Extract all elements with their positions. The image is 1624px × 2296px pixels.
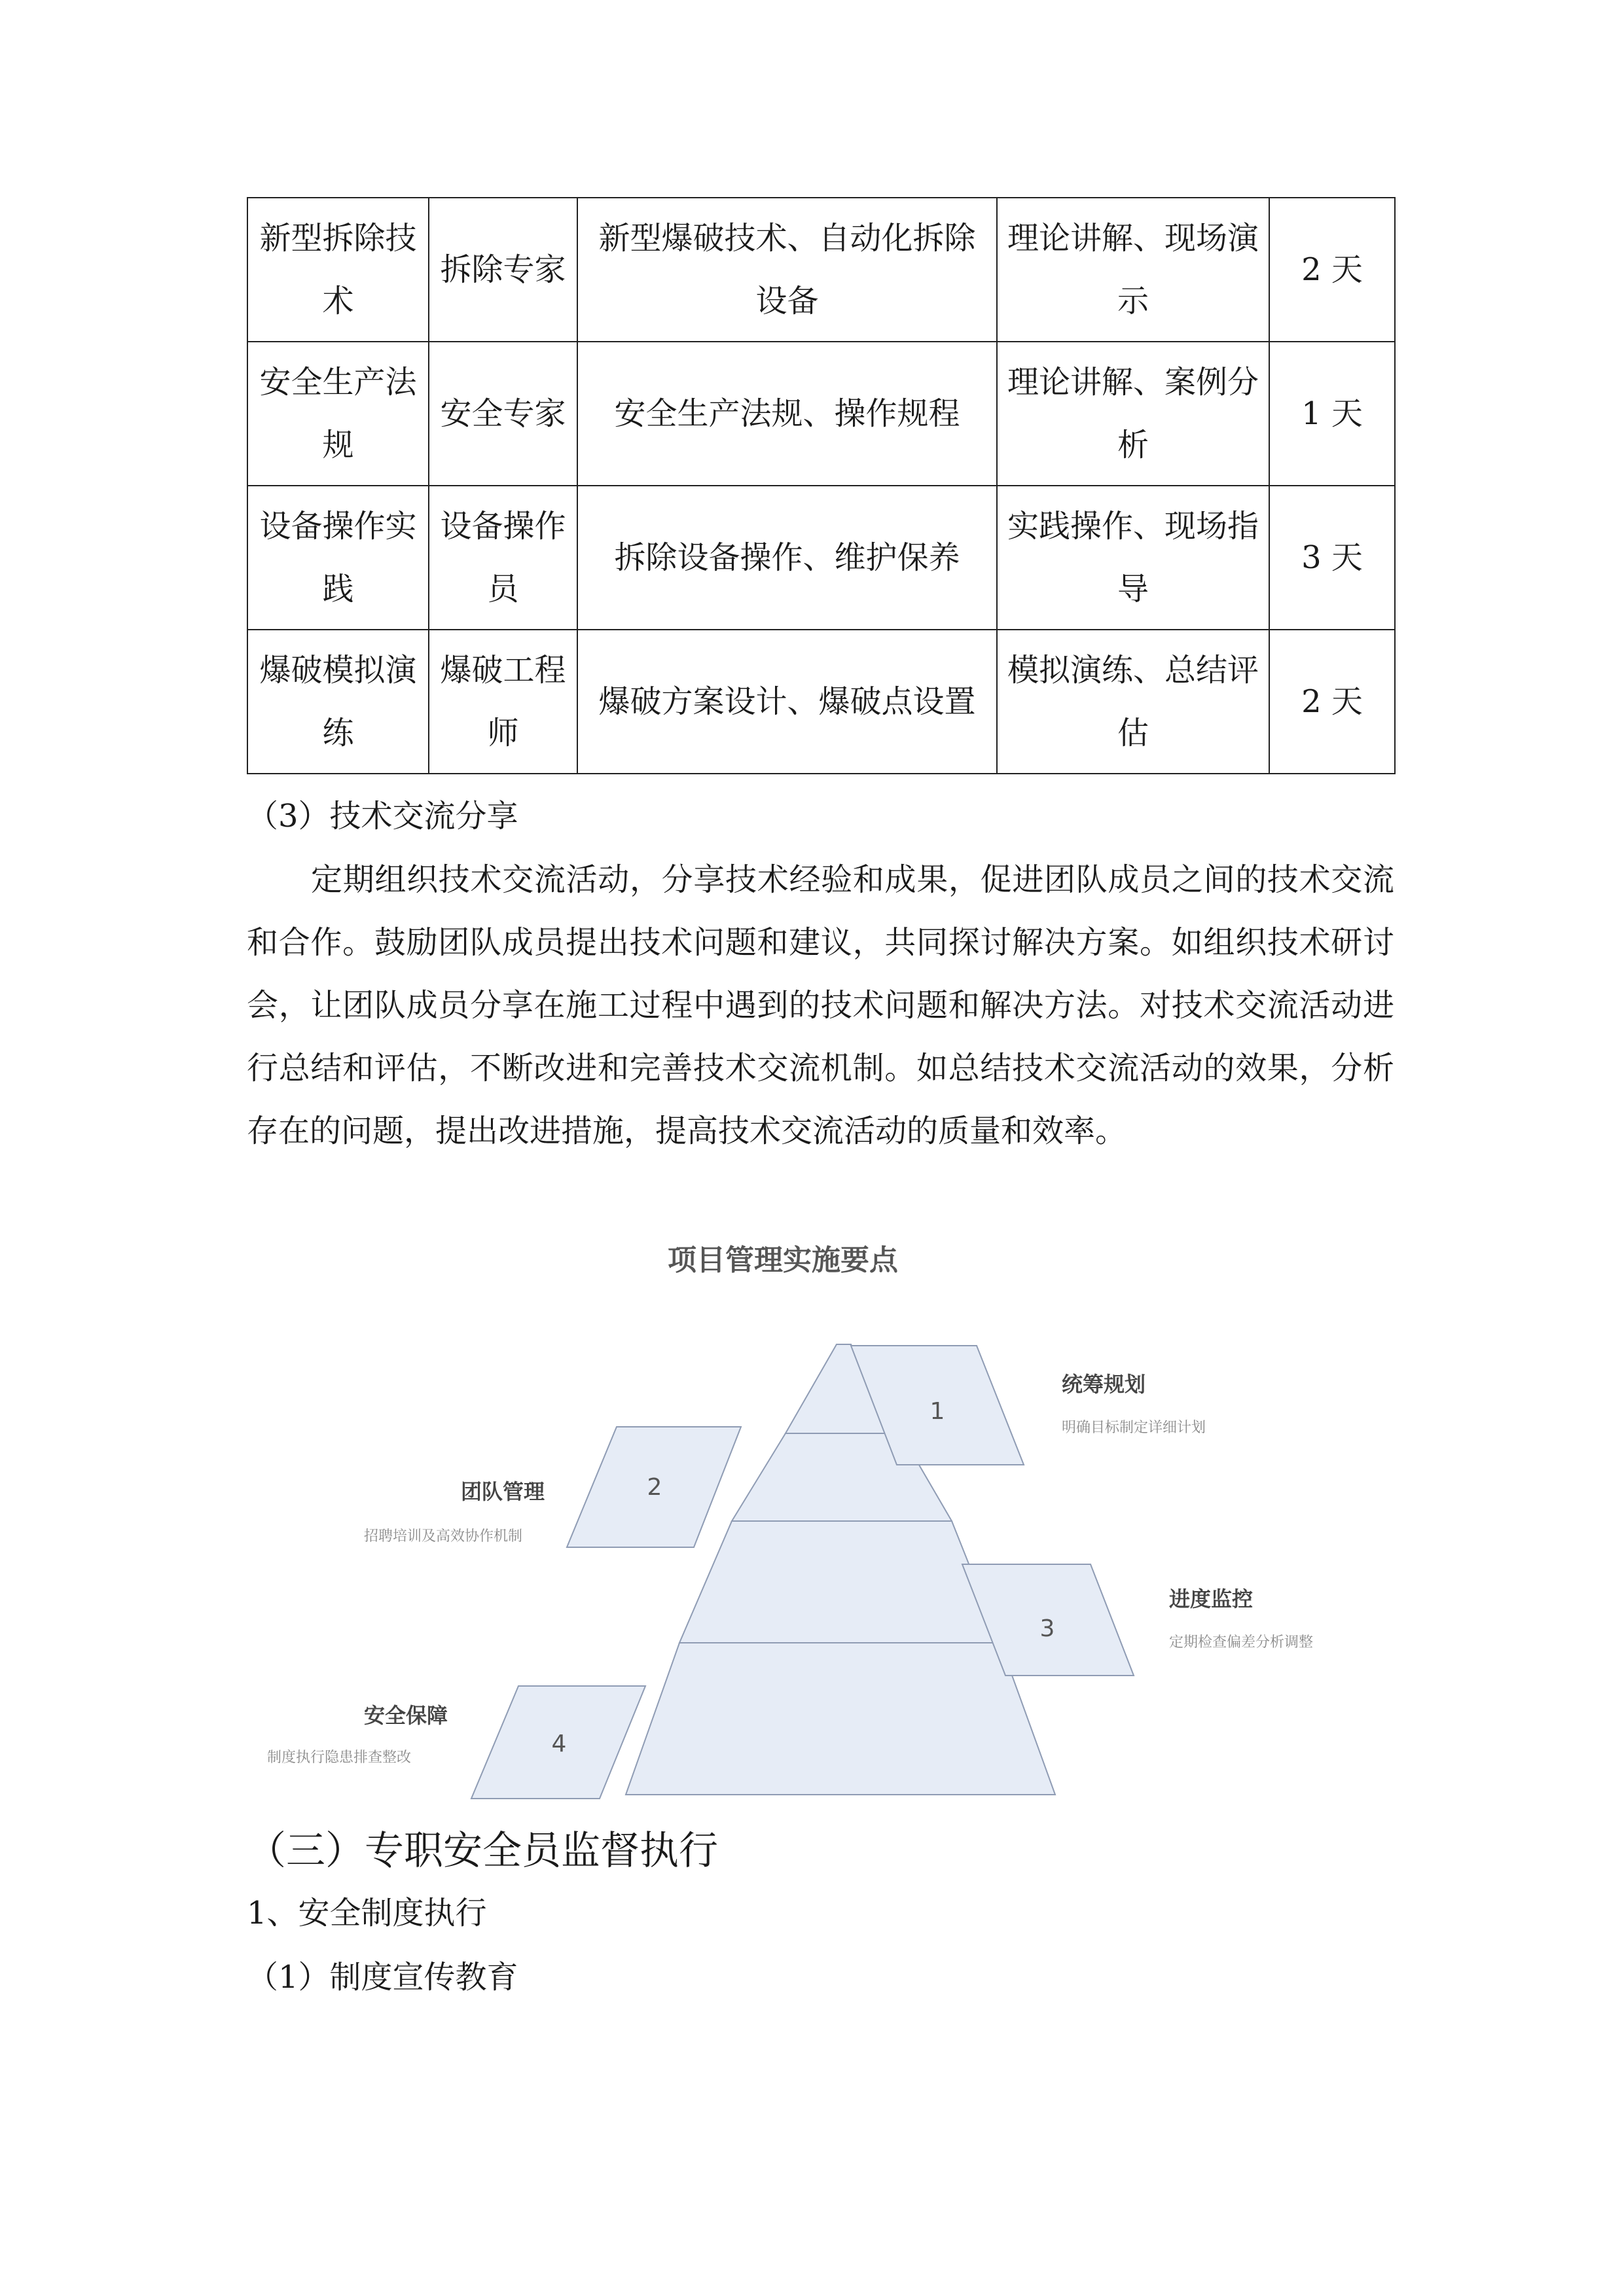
pyramid-layer-3 [679, 1521, 1000, 1643]
cell-topic: 安全生产法规 [247, 342, 429, 486]
subsection-heading: 1、安全制度执行 [247, 1895, 487, 1931]
body-paragraph: 定期组织技术交流活动，分享技术经验和成果，促进团队成员之间的技术交流和合作。鼓励团队成员提出技术问题和建议，共同探讨解决方案。如组织技术研讨会，让团队成员分享在施工过程中遇到的技术问题和解决方法。对技术交流活动进行总结和评估，不断改进和完善技术交流机制。如总结技术交流活动的效果，分析存在的问题，提出改进措施，提高技术交流活动的质量和效率。 [247, 861, 1394, 1149]
cell-topic: 设备操作实践 [247, 486, 429, 630]
cell-trainer: 设备操作员 [429, 486, 577, 630]
cell-trainer: 拆除专家 [429, 198, 577, 342]
cell-topic: 新型拆除技术 [247, 198, 429, 342]
step-4 [267, 1686, 645, 1799]
cell-content: 爆破方案设计、爆破点设置 [577, 630, 997, 774]
cell-content: 拆除设备操作、维护保养 [577, 486, 997, 630]
subsection-heading: （3）技术交流分享 [247, 798, 518, 834]
step-2-title: 团队管理 [461, 1479, 545, 1504]
step-4-number: 4 [551, 1731, 567, 1757]
cell-trainer: 安全专家 [429, 342, 577, 486]
step-4-title: 安全保障 [364, 1703, 448, 1728]
section-heading: （三）专职安全员监督执行 [247, 1828, 718, 1874]
step-2-desc: 招聘培训及高效协作机制 [364, 1528, 523, 1545]
cell-trainer: 爆破工程师 [429, 630, 577, 774]
step-3-title: 进度监控 [1169, 1587, 1254, 1611]
cell-days: 2 天 [1269, 630, 1395, 774]
cell-method: 理论讲解、现场演示 [997, 198, 1269, 342]
step-1-title: 统筹规划 [1062, 1372, 1146, 1397]
cell-days: 1 天 [1269, 342, 1395, 486]
table-row [247, 198, 1395, 342]
sub-subsection-heading: （1）制度宣传教育 [247, 1959, 518, 1996]
table-row [247, 486, 1395, 630]
step-2 [364, 1427, 741, 1547]
step-3-desc: 定期检查偏差分析调整 [1169, 1634, 1314, 1651]
table-row [247, 630, 1395, 774]
cell-topic: 爆破模拟演练 [247, 630, 429, 774]
pyramid-diagram [249, 1230, 1375, 1820]
cell-content: 安全生产法规、操作规程 [577, 342, 997, 486]
step-1-number: 1 [929, 1398, 945, 1425]
cell-content: 新型爆破技术、自动化拆除设备 [577, 198, 997, 342]
cell-method: 实践操作、现场指导 [997, 486, 1269, 630]
cell-days: 2 天 [1269, 198, 1395, 342]
step-2-number: 2 [647, 1474, 662, 1501]
step-4-desc: 制度执行隐患排查整改 [267, 1749, 412, 1766]
training-schedule-table [247, 197, 1396, 774]
pyramid-layer-4 [626, 1643, 1055, 1795]
table-row [247, 342, 1395, 486]
cell-method: 理论讲解、案例分析 [997, 342, 1269, 486]
step-1 [851, 1346, 1206, 1465]
step-1-desc: 明确目标制定详细计划 [1062, 1420, 1206, 1436]
step-3-number: 3 [1039, 1615, 1055, 1642]
figure-title: 项目管理实施要点 [668, 1244, 898, 1277]
cell-method: 模拟演练、总结评估 [997, 630, 1269, 774]
cell-days: 3 天 [1269, 486, 1395, 630]
step-3 [962, 1564, 1313, 1676]
